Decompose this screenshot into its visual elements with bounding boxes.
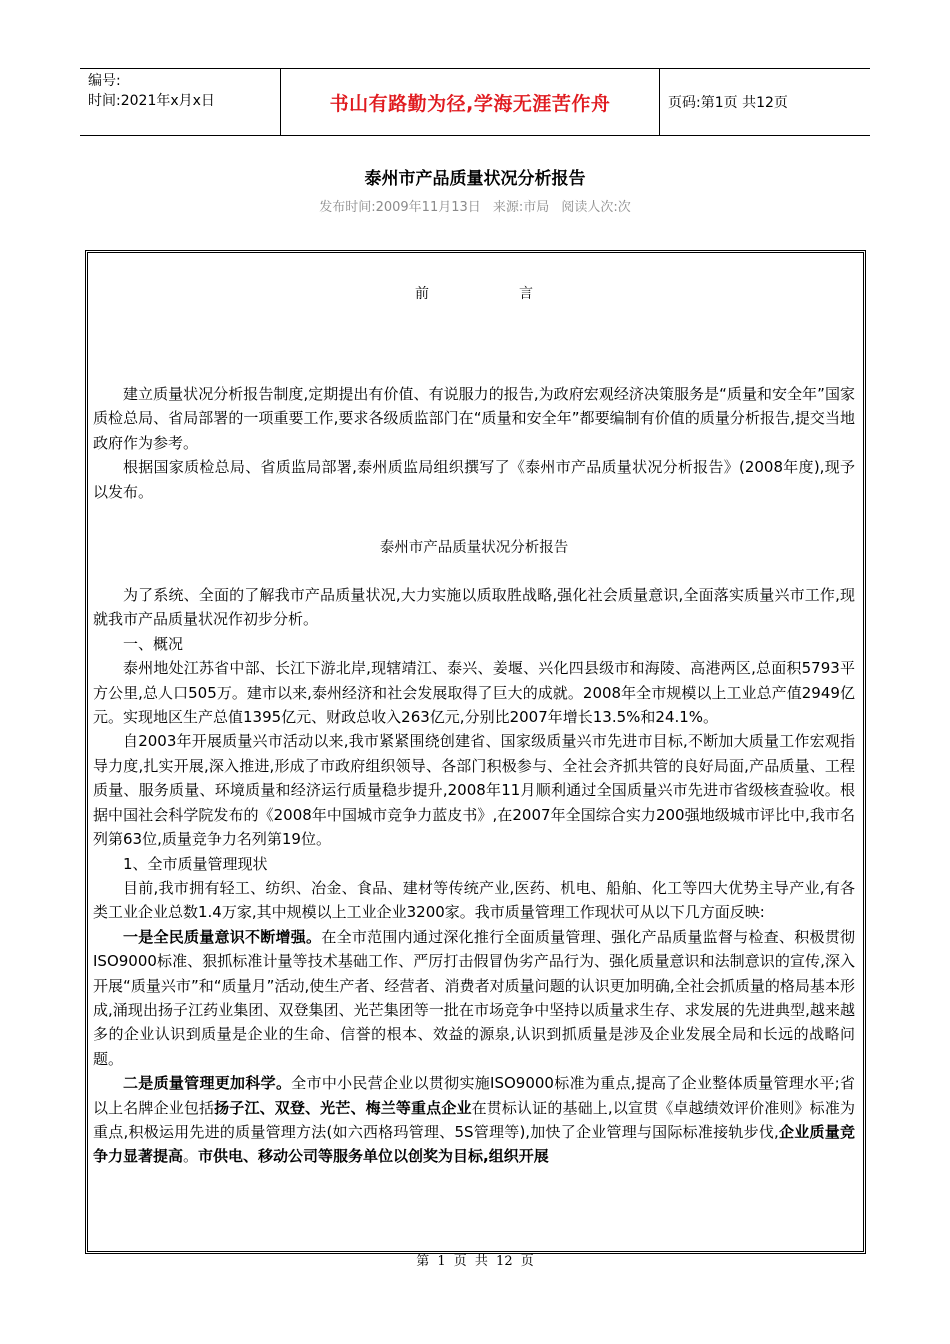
point-2-text-e: 。 bbox=[183, 1147, 199, 1166]
preface-paragraph-2: 根据国家质检总局、省质监局部署,泰州质监局组织撰写了《泰州市产品质量状况分析报告》(2008年度),现予以发布。 bbox=[93, 458, 855, 501]
preface-heading: 前言 bbox=[415, 286, 623, 302]
preface-paragraph-1: 建立质量状况分析报告制度,定期提出有价值、有说服力的报告,为政府宏观经济决策服务是“质量和安全年”国家质检总局、省局部署的一项重要工作,要求各级质监部门在“质量和安全年”都要编制有价值的质量分析报告,提交当地政府作为参考。 bbox=[93, 385, 855, 452]
header-page-cell bbox=[660, 69, 870, 135]
point-2-competitiveness: 企业质量竞争力显著提高 bbox=[93, 1122, 855, 1166]
section-1-heading: 一、概况 bbox=[123, 634, 184, 653]
header-info bbox=[80, 69, 280, 135]
subsection-1-heading: 1、全市质量管理现状 bbox=[123, 854, 268, 873]
point-2-lead: 二是质量管理更加科学。 bbox=[123, 1074, 292, 1093]
content-body bbox=[88, 283, 863, 1169]
time-label: 时间:2021年x月x日 bbox=[88, 93, 215, 109]
subsection-1-paragraph: 目前,我市拥有轻工、纺织、冶金、食品、建材等传统产业,医药、机电、船舶、化工等四大优势主导产业,有各类工业企业总数1.4万家,其中规模以上工业企业3200家。我市质量管理工作现状可从以下几方面反映: bbox=[93, 878, 855, 922]
page-label: 页码:第1页 共12页 bbox=[668, 95, 788, 111]
point-1-paragraph bbox=[93, 925, 855, 1071]
document-title: 泰州市产品质量状况分析报告 bbox=[364, 169, 586, 189]
section-1-paragraph-2: 自2003年开展质量兴市活动以来,我市紧紧围绕创建省、国家级质量兴市先进市目标,不断加大质量工作宏观指导力度,扎实开展,深入推进,形成了市政府组织领导、各部门积极参与、全社会齐抓共管的良好局面,产品质量、工程质量、服务质量、环境质量和经济运行质量稳步提升,2008年11月顺利通过全国质量兴市先进市省级核查验收。根据中国社会科学院发布的《2008年中国城市竞争力蓝皮书》,在2007年全国综合实力200强地级城市评比中,我市名列第63位,质量竞争力名列第19位。 bbox=[93, 732, 855, 849]
content-frame bbox=[85, 250, 866, 1254]
header-motto-cell bbox=[280, 69, 660, 135]
document-meta: 发布时间:2009年11月13日 来源:市局 阅读人次:次 bbox=[319, 200, 631, 215]
section-1-paragraph-1: 泰州地处江苏省中部、长江下游北岸,现辖靖江、泰兴、姜堰、兴化四县级市和海陵、高港两区,总面积5793平方公里,总人口505万。建市以来,泰州经济和社会发展取得了巨大的成就。2008年全市规模以上工业总产值2949亿元。实现地区生产总值1395亿元、财政总收入263亿元,分别比2007年增长13.5%和24.1%。 bbox=[93, 659, 855, 727]
point-2-key-companies: 扬子江、双登、光芒、梅兰等重点企业 bbox=[214, 1098, 472, 1117]
point-2-paragraph bbox=[93, 1071, 855, 1169]
page-footer: 第 1 页 共 12 页 bbox=[416, 1254, 534, 1269]
point-2-text-c: 在贯标认证的基础上,以宣贯《卓越绩效评价准则》标准为重点,积极运用先进的质量管理方法(如六西格玛管理、5S管理等),加快了企业管理与国际标准接轨步伐, bbox=[93, 1098, 855, 1141]
spacer bbox=[93, 303, 855, 382]
page-header bbox=[80, 68, 870, 136]
intro-paragraph: 为了系统、全面的了解我市产品质量状况,大力实施以质取胜战略,强化社会质量意识,全面落实质量兴市工作,现就我市产品质量状况作初步分析。 bbox=[93, 586, 855, 629]
report-subtitle: 泰州市产品质量状况分析报告 bbox=[379, 540, 569, 557]
number-label: 编号: bbox=[88, 73, 121, 89]
point-1-lead: 一是全民质量意识不断增强。 bbox=[123, 927, 322, 946]
motto: 书山有路勤为径,学海无涯苦作舟 bbox=[329, 92, 611, 115]
point-2-service-units: 市供电、移动公司等服务单位以创奖为目标,组织开展 bbox=[198, 1147, 549, 1166]
point-2-text-a: 全市中小民营企业以贯彻实施ISO9000标准为重点,提高了企业整体质量管理水平;省以上名牌企业包括 bbox=[93, 1074, 855, 1117]
point-1-text: 在全市范围内通过深化推行全面质量管理、强化产品质量监督与检查、积极贯彻ISO9000标准、狠抓标准计量等技术基础工作、严厉打击假冒伪劣产品行为、强化质量意识和法制意识的宣传,深入开展“质量兴市”和“质量月”活动,使生产者、经营者、消费者对质量问题的认识更加明确,全社会抓质量的格局基本形成,涌现出扬子江药业集团、双登集团、光芒集团等一批在市场竞争中坚持以质量求生存、求发展的先进典型,越来越多的企业认识到质量是企业的生命、信誉的根本、效益的源泉,认识到抓质量是涉及企业发展全局和长远的战略问题。 bbox=[93, 927, 855, 1068]
